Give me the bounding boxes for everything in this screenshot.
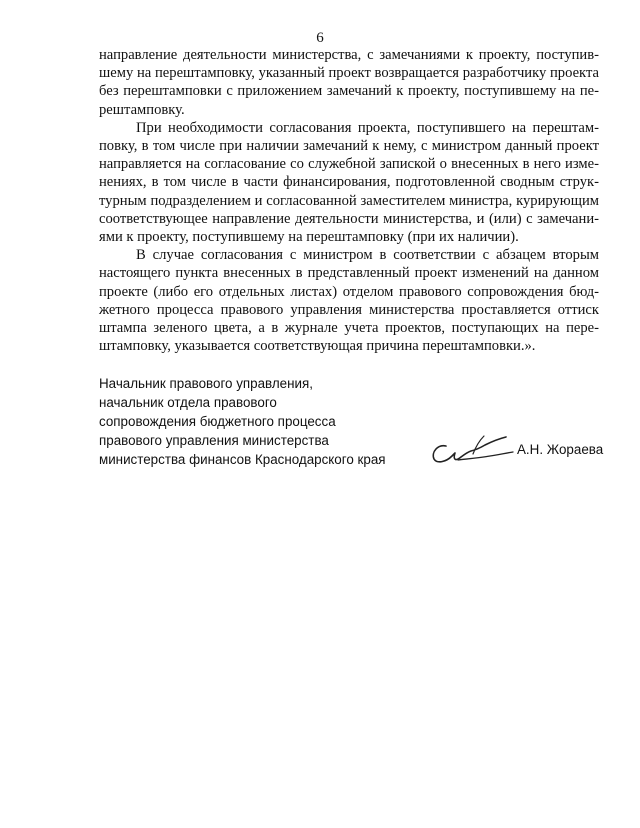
signatory-title-line: министерства финансов Краснодарского края — [99, 452, 386, 467]
text-line: нениях, в том числе в части финансирования, подготовленной сводным струк- — [99, 174, 599, 191]
text-line: турным подразделением и согласованной заместителем министра, курирующим — [99, 192, 599, 209]
signatory-title-line: Начальник правового управления, — [99, 376, 313, 391]
text-line: ями к проекту, поступившему на перештамповку (при их наличии). — [99, 229, 519, 246]
signatory-title — [99, 374, 429, 469]
text-line: штамповку, указывается соответствующая причина перештамповки.». — [99, 338, 536, 355]
text-line: штампа зеленого цвета, а в журнале учета проектов, поступающих на пере- — [99, 320, 599, 337]
text-line: проекте (либо его отдельных листах) отделом правового сопровождения бюд- — [99, 283, 599, 300]
signatory-title-line: сопровождения бюджетного процесса — [99, 414, 336, 429]
page-number: 6 — [316, 30, 324, 46]
text-line: повку, в том числе при наличии замечаний к нему, с министром данный проект — [99, 138, 599, 155]
paragraph-2 — [99, 119, 599, 246]
signatory-title-line: начальник отдела правового — [99, 395, 277, 410]
text-line: При необходимости согласования проекта, поступившего на перештам- — [136, 119, 599, 136]
signatory-title-line: правового управления министерства — [99, 433, 329, 448]
handwritten-signature-icon — [428, 432, 516, 468]
text-line: шему на перештамповку, указанный проект возвращается разработчику проекта — [99, 65, 599, 82]
text-line: жетного процесса правового управления министерства проставляется оттиск — [99, 301, 599, 318]
paragraph-1 — [99, 46, 599, 119]
text-line: без перештамповки с приложением замечаний к проекту, поступившему на пе- — [99, 83, 599, 100]
signer-name: А.Н. Жораева — [517, 442, 604, 457]
text-line: В случае согласования с министром в соответствии с абзацем вторым — [136, 247, 599, 264]
text-line: направление деятельности министерства, с замечаниями к проекту, поступив- — [99, 47, 599, 63]
paragraph-3 — [99, 246, 599, 355]
text-line: соответствующее направление деятельности министерства, и (или) с замечани- — [99, 210, 599, 227]
text-line: настоящего пункта внесенных в представленный проект изменений на данном — [99, 265, 599, 282]
text-line: направляется на согласование со служебной запиской о внесенных в него изме- — [99, 156, 599, 173]
text-line: рештамповку. — [99, 101, 185, 118]
body-text — [99, 46, 599, 355]
